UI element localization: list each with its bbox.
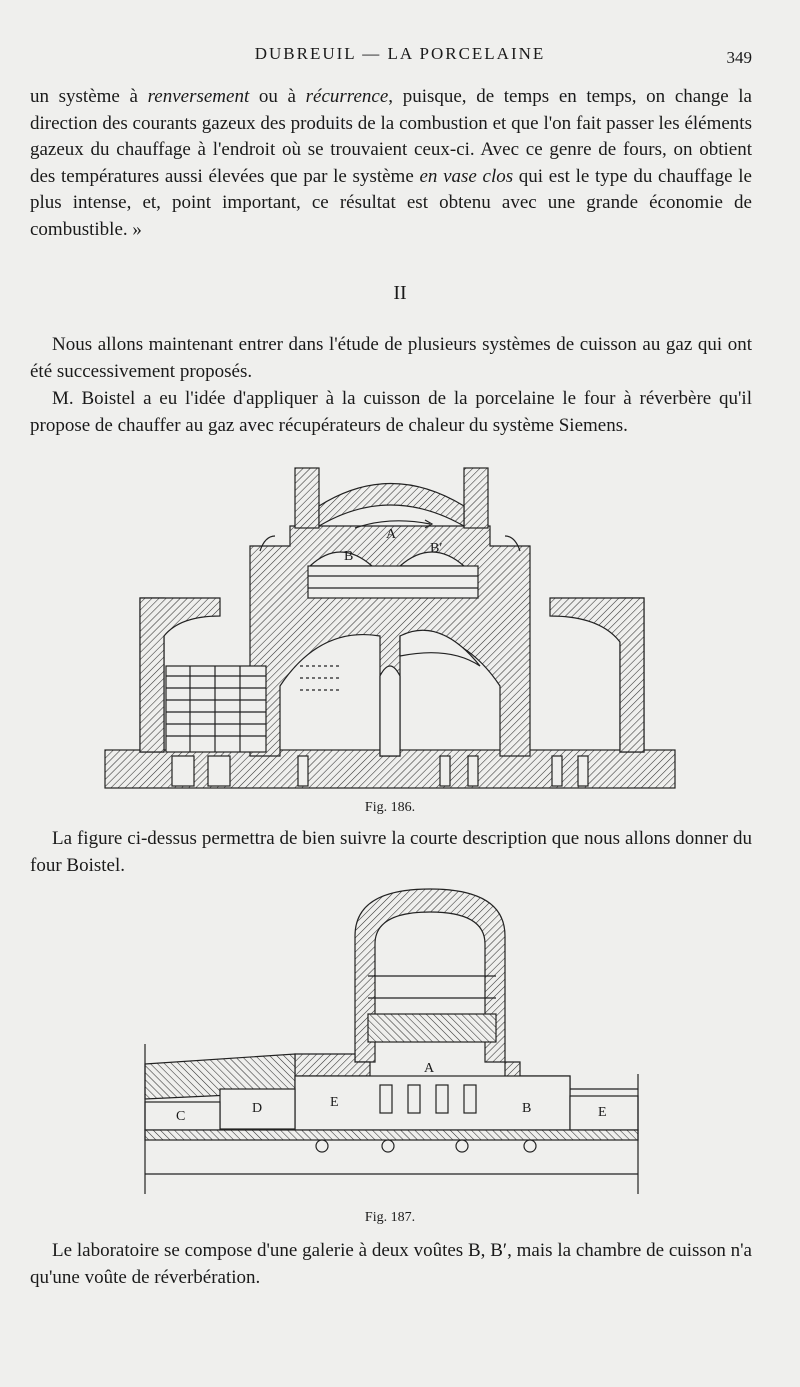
fig187-label-c: C: [176, 1109, 186, 1124]
paragraph-4: La figure ci-dessus permettra de bien suivre la courte description que nous allons donner du four Boistel.: [30, 828, 752, 876]
fig187-label-b: B: [522, 1101, 532, 1116]
figure-186-furnace-section: [100, 466, 680, 792]
fig187-label-e-right: E: [598, 1105, 607, 1120]
paragraph-5: Le laboratoire se compose d'une galerie à deux voûtes B, B′, mais la chambre de cuisson n'a qu'une voûte de réverbération.: [30, 1240, 752, 1288]
fig187-caption: Fig. 187.: [364, 1210, 416, 1225]
running-head: DUBREUIL — LA PORCELAINE: [254, 44, 546, 63]
paragraph-2: Nous allons maintenant entrer dans l'étude de plusieurs systèmes de cuisson au gaz qui ont été successivement proposés.: [30, 334, 752, 382]
fig187-label-a: A: [424, 1061, 435, 1076]
fig186-label-a: A: [386, 527, 397, 542]
fig186-dot-marks: [300, 666, 340, 690]
fig187-label-e-left: E: [330, 1095, 339, 1110]
fig186-label-b: B: [344, 549, 354, 564]
page-number: 349: [726, 48, 752, 67]
emph-vase-clos: en vase clos: [419, 165, 514, 187]
emph-recurrence: récurrence: [305, 86, 389, 107]
fig186-stacked-ware: [166, 666, 266, 752]
page-header: [0, 44, 800, 70]
emph-renversement: renversement: [147, 86, 250, 107]
paragraph-1: un système à renversement ou à récurrence, puisque, de temps en temps, on change la direction des courants gazeux des produits de la combustion et que l'on fait passer les éléments gazeux du chauffage à l'endroit où se trouvaient ceux-ci. Avec ce genre de fours, on obtient des températures aussi élevées que par le système en vase clos qui est le type du chauffage le plus intense, et, point important, ce résultat est obtenu avec une grande économie de combustible. »: [30, 86, 752, 240]
fig187-label-d: D: [252, 1101, 263, 1116]
paragraph-3: M. Boistel a eu l'idée d'appliquer à la cuisson de la porcelaine le four à réverbère qu'il propose de chauffer au gaz avec récupérateurs de chaleur du système Siemens.: [30, 388, 752, 436]
fig186-caption: Fig. 186.: [364, 800, 416, 815]
section-heading: II: [393, 282, 407, 304]
figure-187-furnace-plan: [140, 884, 650, 1202]
fig186-label-b-prime: B′: [430, 541, 443, 556]
